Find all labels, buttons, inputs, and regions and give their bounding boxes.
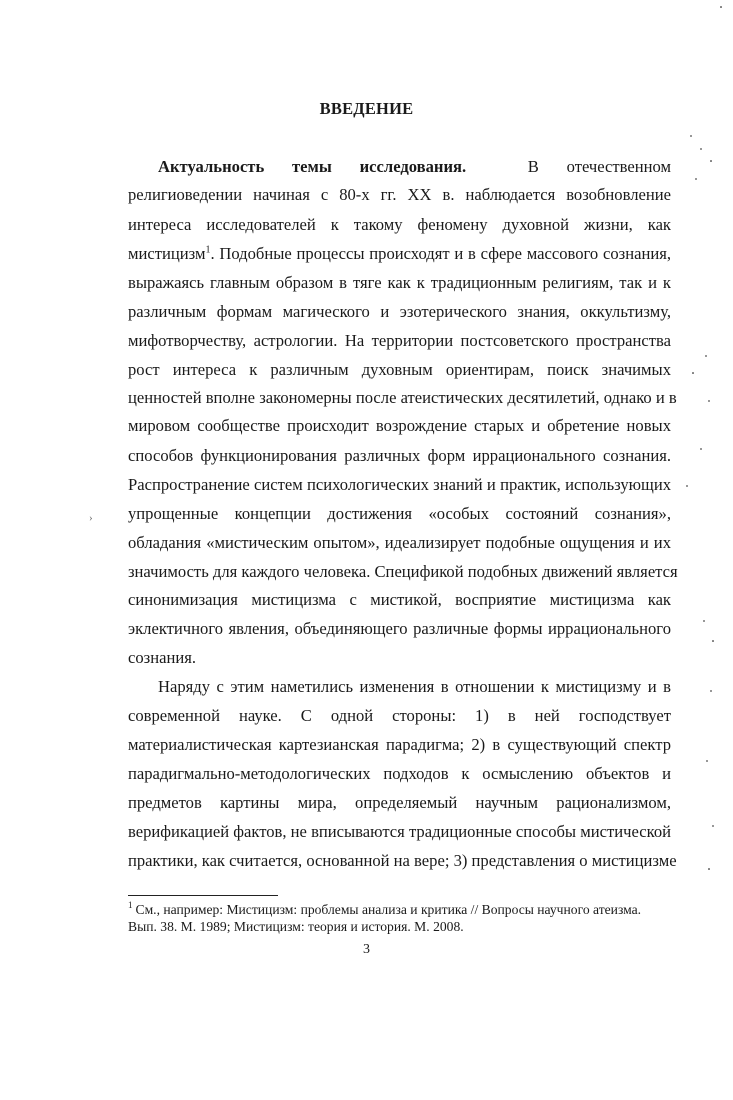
text-line: материалистическая картезианская парадигма; 2) в существующий спектр: [128, 735, 671, 754]
text-line: парадигмально-методологических подходов к осмыслению объектов и: [128, 764, 671, 783]
text-line: Наряду с этим наметились изменения в отношении к мистицизму и в: [158, 677, 671, 696]
text-line: рост интереса к различным духовным ориентирам, поиск значимых: [128, 360, 671, 379]
scan-artifact: [686, 485, 688, 487]
text-line: упрощенные концепции достижения «особых состояний сознания»,: [128, 504, 671, 523]
text-line: Распространение систем психологических знаний и практик, использующих: [128, 475, 671, 494]
text-line: мировом сообществе происходит возрождение старых и обретение новых: [128, 416, 671, 435]
text-line: выражаясь главным образом в тяге как к традиционным религиям, так и к: [128, 273, 671, 292]
text-line: верификацией фактов, не вписываются традиционные способы мистической: [128, 822, 671, 841]
text-fragment: мистицизм: [128, 244, 206, 263]
text-fragment: В отечественном: [527, 157, 671, 176]
text-line: предметов картины мира, определяемый научным рационализмом,: [128, 793, 671, 812]
scan-artifact: [712, 640, 714, 642]
text-line: значимость для каждого человека. Спецификой подобных движений является: [128, 562, 678, 581]
scan-artifact: [690, 135, 692, 137]
scan-artifact: [706, 760, 708, 762]
footnote-marker: 1: [128, 900, 133, 911]
text-line: способов функционирования различных форм иррационального сознания.: [128, 446, 671, 465]
text-line: синонимизация мистицизма с мистикой, восприятие мистицизма как: [128, 590, 671, 609]
scan-artifact: [703, 620, 705, 622]
page-number: 3: [363, 942, 370, 957]
text-line: интереса исследователей к такому феномену духовной жизни, как: [128, 215, 671, 234]
scan-artifact: [712, 825, 714, 827]
scan-artifact: [708, 868, 710, 870]
scan-artifact: [720, 6, 722, 8]
text-line: практики, как считается, основанной на вере; 3) представления о мистицизме: [128, 851, 677, 870]
text-line: религиоведении начиная с 80-х гг. XX в. наблюдается возобновление: [128, 185, 671, 204]
scan-artifact: [705, 355, 707, 357]
footnote-ref: 1: [205, 244, 211, 256]
scan-artifact: [700, 448, 702, 450]
scan-artifact: [692, 372, 694, 374]
text-line: ценностей вполне закономерны после атеистических десятилетий, однако и в: [128, 388, 677, 407]
footnote: [128, 902, 671, 918]
lead-heading: Актуальность темы исследования.: [158, 157, 467, 176]
scan-artifact: [710, 160, 712, 162]
text-line: обладания «мистическим опытом», идеализирует подобные ощущения и их: [128, 533, 671, 552]
text-line: эклектичного явления, объединяющего различные формы иррационального: [128, 619, 671, 638]
text-line: сознания.: [128, 648, 197, 667]
text-line: [158, 157, 671, 177]
text-fragment: . Подобные процессы происходят и в сфере массового сознания,: [210, 244, 671, 263]
footnote: Вып. 38. М. 1989; Мистицизм: теория и история. М. 2008.: [128, 919, 464, 934]
text-line: мифотворчеству, астрологии. На территории постсоветского пространства: [128, 331, 671, 350]
footnote-line: См., например: Мистицизм: проблемы анализа и критика // Вопросы научного атеизма.: [135, 902, 642, 917]
text-line: современной науке. С одной стороны: 1) в ней господствует: [128, 706, 671, 725]
scan-artifact: [695, 178, 697, 180]
scan-artifact: [700, 148, 702, 150]
scan-artifact: [708, 400, 710, 402]
scan-artifact: [710, 690, 712, 692]
text-line: [128, 244, 671, 264]
scan-artifact: ›: [89, 512, 93, 524]
page-title: ВВЕДЕНИЕ: [319, 99, 414, 118]
text-line: различным формам магического и эзотерического знания, оккультизму,: [128, 302, 671, 321]
footnote-divider: [128, 895, 278, 896]
